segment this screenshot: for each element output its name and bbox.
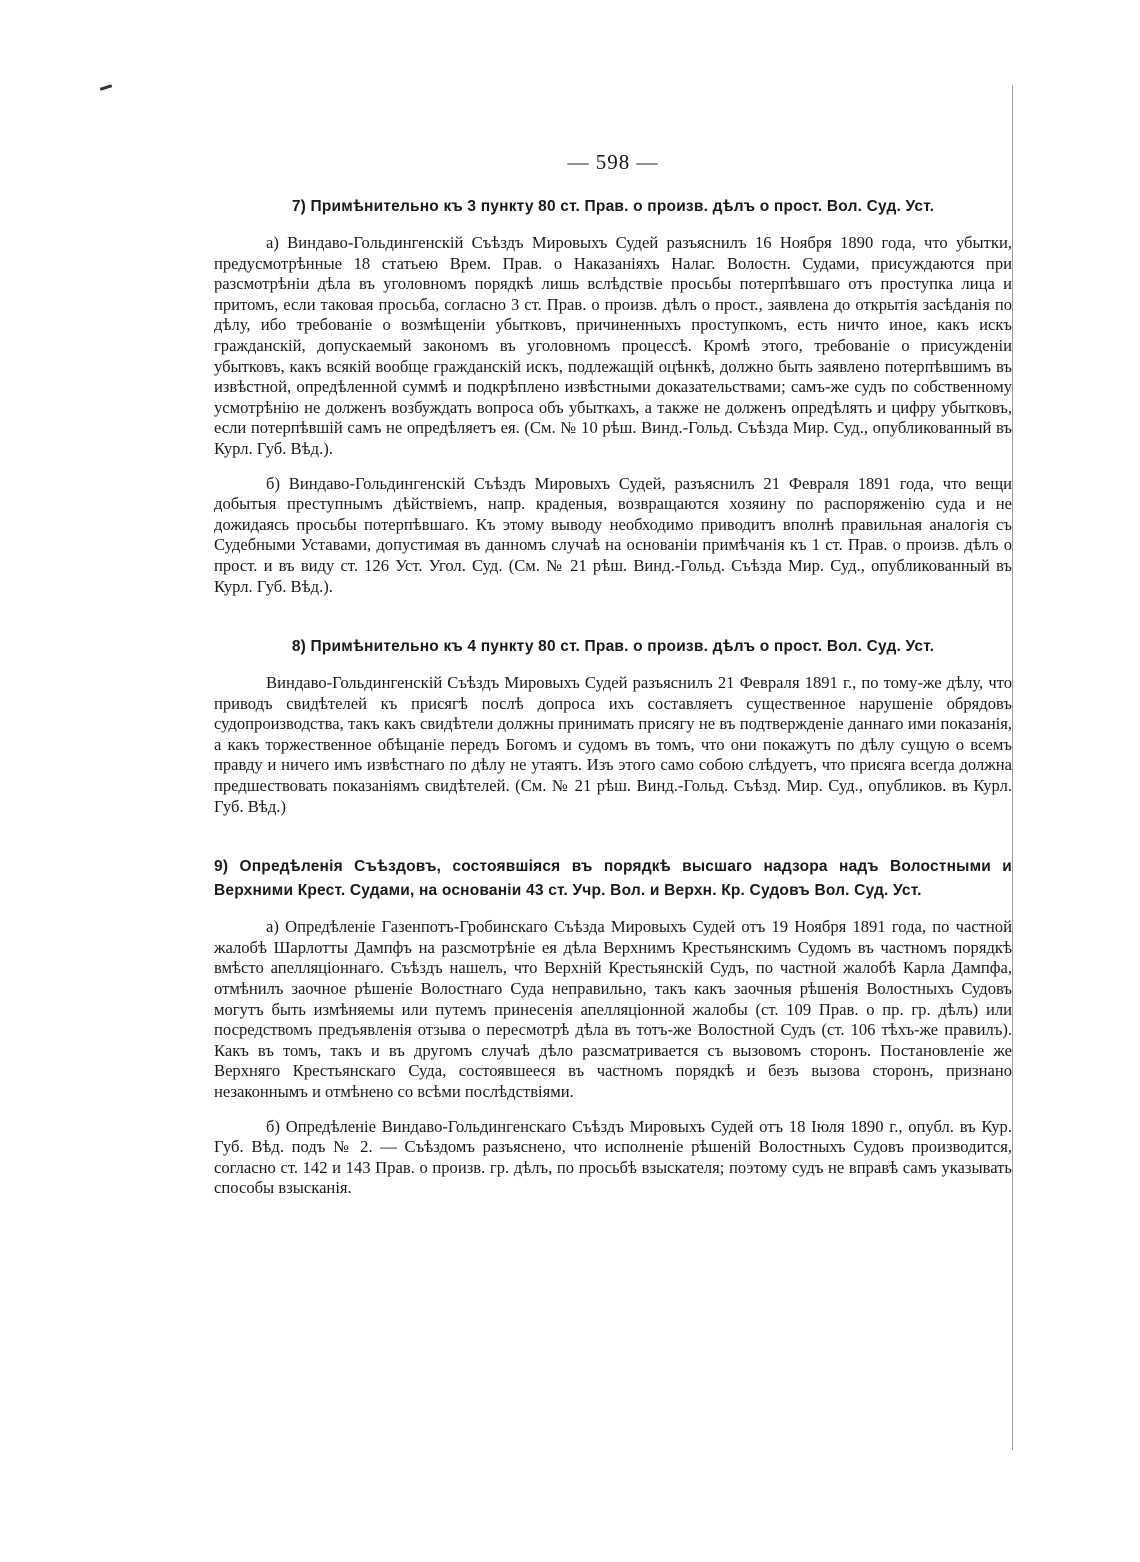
page-content <box>214 150 1012 1213</box>
page-number: — 598 — <box>567 150 659 174</box>
section-8-paragraph: Виндаво-Гольдингенскій Съѣздъ Мировыхъ Судей разъяснилъ 21 Февраля 1891 г., по тому-же дѣлу, что приводъ свидѣтелей къ присягѣ послѣ допроса ихъ составляетъ существенное нарушеніе обрядовъ судопроизводства, такъ какъ свидѣтели должны принимать присягу не въ подтвержденіе даннаго ими показанія, а какъ торжественное обѣщаніе передъ Богомъ и судомъ въ томъ, что они покажутъ по дѣлу сущую о всемъ правду и ничего имъ извѣстнаго по дѣлу не утаятъ. Изъ этого само собою слѣдуетъ, что присяга всегда должна предшествовать показаніямъ свидѣтелей. (См. № 21 рѣш. Винд.-Гольд. Съѣзд. Мир. Суд., опубликов. въ Курл. Губ. Вѣд.) <box>214 673 1012 816</box>
section-9-heading: 9) Опредѣленія Съѣздовъ, состоявшіяся въ порядкѣ высшаго надзора надъ Волостными и Верхними Крест. Судами, на основаніи 43 ст. Учр. Вол. и Верхн. Кр. Судовъ Вол. Суд. Уст. <box>214 858 1012 900</box>
section-7-paragraph-a: а) Виндаво-Гольдингенскій Съѣздъ Мировыхъ Судей разъяснилъ 16 Ноября 1890 года, что убытки, предусмотрѣнные 18 статьею Врем. Прав. о Наказаніяхъ Налаг. Волостн. Судами, присуждаются при разсмотрѣніи дѣла въ уголовномъ порядкѣ лишь вслѣдствіе просьбы потерпѣвшаго отъ проступка лица и притомъ, если таковая просьба, согласно 3 ст. Прав. о произв. дѣлъ о прост., заявлена до открытія засѣданія по дѣлу, ибо требованіе о возмѣщеніи убытковъ, причиненныхъ проступкомъ, есть ничто иное, какъ искъ гражданскій, допускаемый закономъ въ уголовномъ процессѣ. Кромѣ этого, требованіе о присужденіи убытковъ, какъ всякій вообще гражданскій искъ, подлежащій оцѣнкѣ, должно быть заявлено потерпѣвшимъ въ извѣстной, опредѣленной суммѣ и подкрѣплено извѣстными доказательствами; самъ-же судъ по собственному усмотрѣнію не долженъ возбуждать вопроса объ убыткахъ, а также не долженъ опредѣлять и цифру убытковъ, если потерпѣвшій самъ не опредѣляетъ ея. (См. № 10 рѣш. Винд.-Гольд. Съѣзда Мир. Суд., опубликованный въ Курл. Губ. Вѣд.). <box>214 233 1012 458</box>
section-7-heading: 7) Примѣнительно къ 3 пункту 80 ст. Прав. о произв. дѣлъ о прост. Вол. Суд. Уст. <box>291 198 935 215</box>
section-9-paragraph-a: а) Опредѣленіе Газенпотъ-Гробинскаго Съѣзда Мировыхъ Судей отъ 19 Ноября 1891 года, по частной жалобѣ Шарлотты Дампфъ на разсмотрѣніе ея дѣла Верхнимъ Крестьянскимъ Судомъ въ частномъ порядкѣ вмѣсто апелляціоннаго. Съѣздъ нашелъ, что Верхній Крестьянскій Судъ, по частной жалобѣ Карла Дампфа, отмѣнилъ заочное рѣшеніе Волостнаго Суда неправильно, такъ какъ заочныя рѣшенія Волостныхъ Судовъ могутъ быть измѣняемы или путемъ принесенія апелляціонной жалобы (ст. 109 Прав. о пр. гр. дѣлъ) или посредствомъ предъявленія отзыва о пересмотрѣ дѣла въ тотъ-же Волостной Судъ (ст. 106 тѣхъ-же правилъ). Какъ въ томъ, такъ и въ другомъ случаѣ дѣло разсматривается съ вызовомъ сторонъ. Постановленіе же Верхняго Крестьянскаго Суда, состоявшееся въ частномъ порядкѣ и безъ вызова сторонъ, признано незаконнымъ и отмѣнено со всѣми послѣдствіями. <box>214 917 1012 1101</box>
section-8-heading: 8) Примѣнительно къ 4 пункту 80 ст. Прав. о произв. дѣлъ о прост. Вол. Суд. Уст. <box>291 638 935 656</box>
scan-mark <box>100 84 112 91</box>
section-7-paragraph-b: б) Виндаво-Гольдингенскій Съѣздъ Мировыхъ Судей, разъяснилъ 21 Февраля 1891 года, что вещи добытыя преступнымъ дѣйствіемъ, напр. краденыя, возвращаются хозяину по распоряженію суда и не дожидаясь просьбы потерпѣвшаго. Къ этому выводу необходимо приводитъ вполнѣ правильная аналогія съ Судебными Уставами, допустимая въ данномъ случаѣ на основаніи примѣчанія къ 1 ст. Прав. о произв. дѣлъ о прост. и въ виду ст. 126 Уст. Угол. Суд. (См. № 21 рѣш. Винд.-Гольд. Съѣзда Мир. Суд., опубликованный въ Курл. Губ. Вѣд.). <box>214 473 1012 596</box>
page-edge-line <box>1012 85 1013 1450</box>
section-9-paragraph-b: б) Опредѣленіе Виндаво-Гольдингенскаго Съѣздъ Мировыхъ Судей отъ 18 Іюля 1890 г., опубл. въ Кур. Губ. Вѣд. подъ № 2. — Съѣздомъ разъяснено, что исполненіе рѣшеній Волостныхъ Судовъ производится, согласно ст. 142 и 143 Прав. о произв. гр. дѣлъ, по просьбѣ взыскателя; поэтому судъ не вправѣ самъ указывать способы взысканія. <box>214 1116 1012 1198</box>
